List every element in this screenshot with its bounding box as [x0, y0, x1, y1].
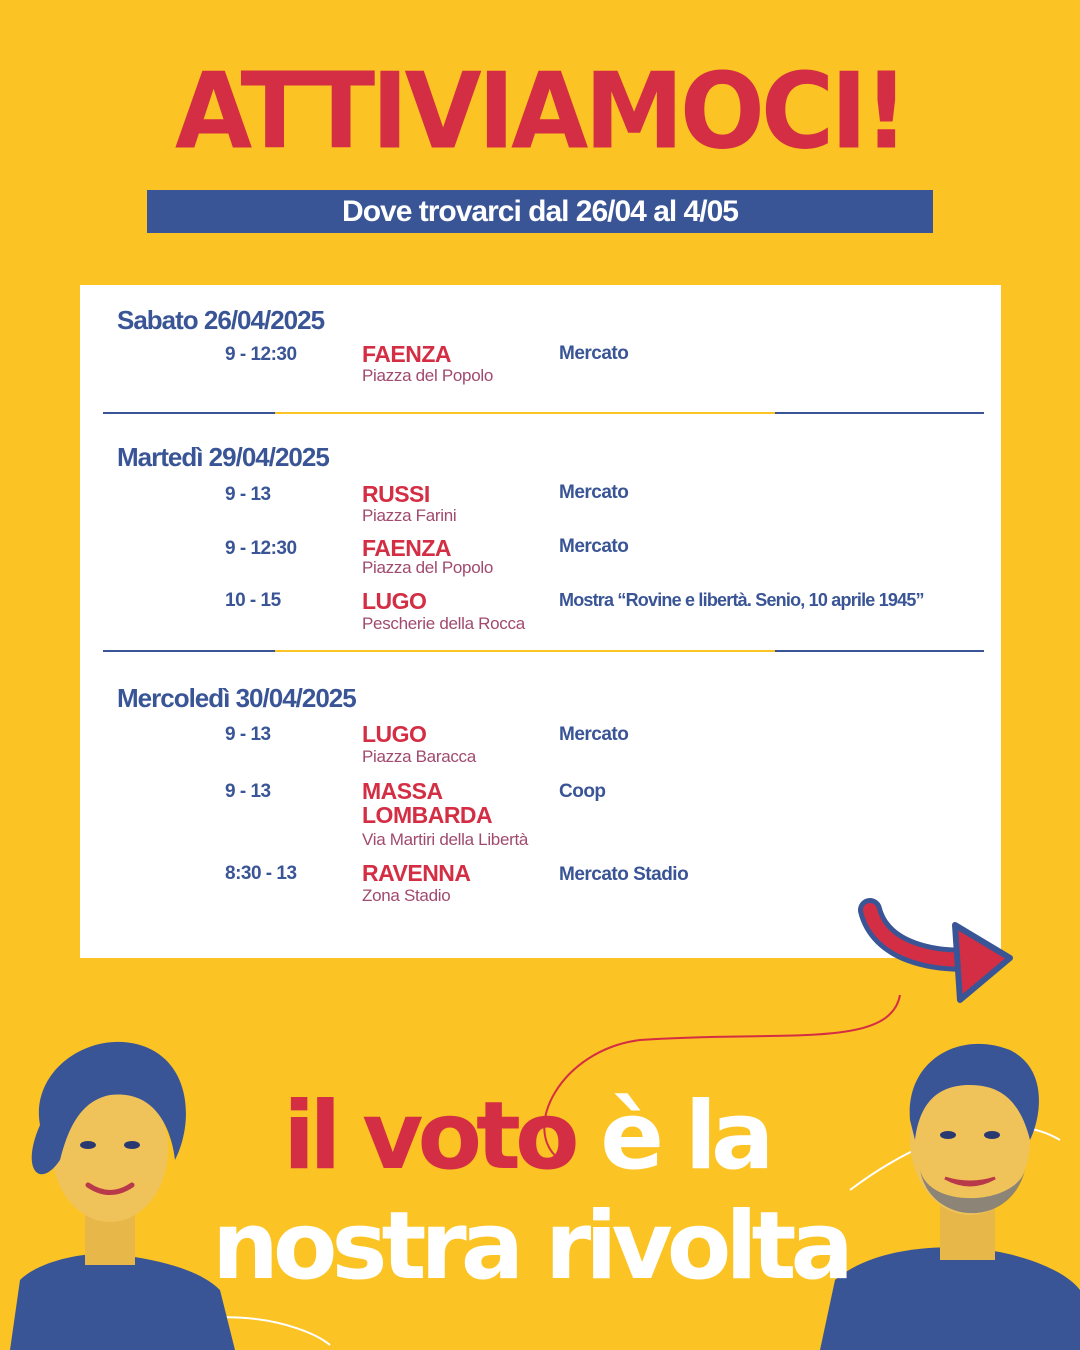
- event-time: 9 - 13: [225, 484, 271, 505]
- event-time: 9 - 12:30: [225, 344, 297, 365]
- page-title: ATTIVIAMOCI!: [174, 50, 906, 173]
- event-note: Mercato: [559, 536, 629, 557]
- event-place: Pescherie della Rocca: [362, 614, 525, 633]
- day-heading: Mercoledì 30/04/2025: [117, 683, 356, 713]
- event-time: 8:30 - 13: [225, 863, 297, 884]
- event-time: 10 - 15: [225, 590, 281, 611]
- event-note: Mostra “Rovine e libertà. Senio, 10 aprile 1945”: [559, 590, 924, 610]
- event-city: LUGO: [362, 721, 427, 747]
- man-portrait: [820, 1030, 1080, 1350]
- event-city: LUGO: [362, 588, 427, 614]
- event-time: 9 - 13: [225, 781, 271, 802]
- event-city: MASSA LOMBARDA: [362, 778, 493, 828]
- event-city: RUSSI: [362, 481, 430, 507]
- event-note: Coop: [559, 781, 606, 802]
- slogan-white-part: è la: [573, 1082, 769, 1191]
- event-place: Zona Stadio: [362, 886, 451, 905]
- slogan-line-2: nostra rivolta: [212, 1192, 848, 1301]
- event-city: FAENZA: [362, 535, 451, 561]
- event-place: Piazza del Popolo: [362, 558, 493, 577]
- event-place: Via Martiri della Libertà: [362, 830, 529, 849]
- event-time: 9 - 13: [225, 724, 271, 745]
- event-city: RAVENNA: [362, 860, 471, 886]
- slogan-line-1: [283, 1082, 769, 1191]
- event-place: Piazza Baracca: [362, 747, 476, 766]
- curved-arrow-icon: [870, 910, 1010, 1000]
- date-range-banner: Dove trovarci dal 26/04 al 4/05: [147, 190, 933, 233]
- event-city: FAENZA: [362, 341, 451, 367]
- event-place: Piazza del Popolo: [362, 366, 493, 385]
- event-note: Mercato Stadio: [559, 864, 689, 885]
- day-heading: Martedì 29/04/2025: [117, 442, 329, 472]
- day-heading: Sabato 26/04/2025: [117, 305, 325, 335]
- woman-portrait: [0, 1030, 240, 1350]
- event-note: Mercato: [559, 724, 629, 745]
- event-note: Mercato: [559, 482, 629, 503]
- event-place: Piazza Farini: [362, 506, 457, 525]
- slogan-red-part: il voto: [283, 1082, 574, 1191]
- event-note: Mercato: [559, 343, 629, 364]
- event-time: 9 - 12:30: [225, 538, 297, 559]
